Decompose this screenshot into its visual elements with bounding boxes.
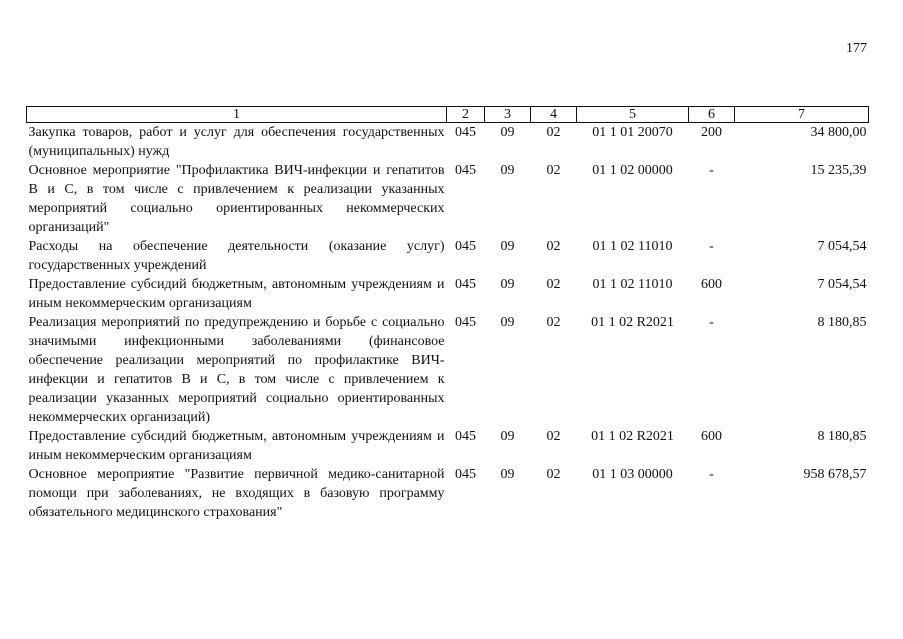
row-code-target: 01 1 03 00000 [592, 467, 673, 482]
row-amount: 8 180,85 [817, 315, 867, 330]
row-code-expense-type: - [709, 163, 714, 178]
row-code-expense-type: - [709, 239, 714, 254]
row-code-subsection: 02 [546, 467, 561, 482]
row-code-subsection: 02 [546, 277, 561, 292]
row-description: Реализация мероприятий по предупреждению и борьбе с социально значимыми инфекционными заболеваниями (финансовое обеспечение реализации мероприятий по профилактике ВИЧ-инфекции и гепатитов В и С, в том числе с привлечением к реализации указанных мероприятий социально ориентированных некоммерческих организаций) [28, 315, 445, 425]
row-description: Расходы на обеспечение деятельности (оказание услуг) государственных учреждений [28, 239, 445, 273]
table-row [27, 465, 869, 522]
header-row [27, 107, 869, 123]
row-code-target: 01 1 02 R2021 [591, 315, 674, 330]
row-code-section: 09 [500, 277, 515, 292]
row-code-subsection: 02 [546, 429, 561, 444]
row-description: Предоставление субсидий бюджетным, автономным учреждениям и иным некоммерческим организациям [28, 277, 445, 311]
row-code-target: 01 1 02 11010 [592, 239, 673, 254]
row-amount: 34 800,00 [810, 125, 867, 140]
column-header-5: 5 [577, 107, 689, 123]
row-code-target: 01 1 02 11010 [592, 277, 673, 292]
table-row [27, 237, 869, 275]
row-description: Предоставление субсидий бюджетным, автономным учреждениям и иным некоммерческим организациям [28, 429, 445, 463]
row-code-ministry: 045 [455, 163, 476, 178]
column-header-6: 6 [689, 107, 735, 123]
row-code-subsection: 02 [546, 239, 561, 254]
row-code-section: 09 [500, 163, 515, 178]
row-code-ministry: 045 [455, 315, 476, 330]
row-code-expense-type: 600 [701, 429, 722, 444]
row-amount: 7 054,54 [817, 239, 867, 254]
row-code-ministry: 045 [455, 125, 476, 140]
row-code-ministry: 045 [455, 277, 476, 292]
page-number: 177 [846, 41, 867, 56]
budget-table [26, 106, 869, 522]
row-code-ministry: 045 [455, 429, 476, 444]
table-row [27, 275, 869, 313]
row-code-subsection: 02 [546, 163, 561, 178]
row-code-target: 01 1 02 00000 [592, 163, 673, 178]
row-code-subsection: 02 [546, 315, 561, 330]
table-row [27, 427, 869, 465]
row-code-expense-type: 600 [701, 277, 722, 292]
row-description: Основное мероприятие "Профилактика ВИЧ-инфекции и гепатитов В и С, в том числе с привлечением к реализации указанных мероприятий социально ориентированных некоммерческих организаций" [28, 163, 445, 235]
row-code-ministry: 045 [455, 467, 476, 482]
row-description: Основное мероприятие "Развитие первичной медико-санитарной помощи при заболеваниях, не входящих в базовую программу обязательного медицинского страхования" [28, 467, 445, 520]
row-code-section: 09 [500, 239, 515, 254]
column-header-7: 7 [735, 107, 869, 123]
row-description: Закупка товаров, работ и услуг для обеспечения государственных (муниципальных) нужд [28, 125, 445, 159]
column-header-4: 4 [531, 107, 577, 123]
table-row [27, 123, 869, 162]
row-code-section: 09 [500, 467, 515, 482]
row-code-expense-type: - [709, 467, 714, 482]
row-code-section: 09 [500, 125, 515, 140]
table-row [27, 313, 869, 427]
row-amount: 7 054,54 [817, 277, 867, 292]
row-code-subsection: 02 [546, 125, 561, 140]
row-code-target: 01 1 02 R2021 [591, 429, 674, 444]
row-amount: 8 180,85 [817, 429, 867, 444]
row-amount: 958 678,57 [803, 467, 867, 482]
table-row [27, 161, 869, 237]
row-code-section: 09 [500, 429, 515, 444]
row-code-expense-type: 200 [701, 125, 722, 140]
row-amount: 15 235,39 [810, 163, 867, 178]
row-code-expense-type: - [709, 315, 714, 330]
row-code-target: 01 1 01 20070 [592, 125, 673, 140]
column-header-2: 2 [447, 107, 485, 123]
column-header-3: 3 [485, 107, 531, 123]
column-header-1: 1 [27, 107, 447, 123]
row-code-ministry: 045 [455, 239, 476, 254]
row-code-section: 09 [500, 315, 515, 330]
